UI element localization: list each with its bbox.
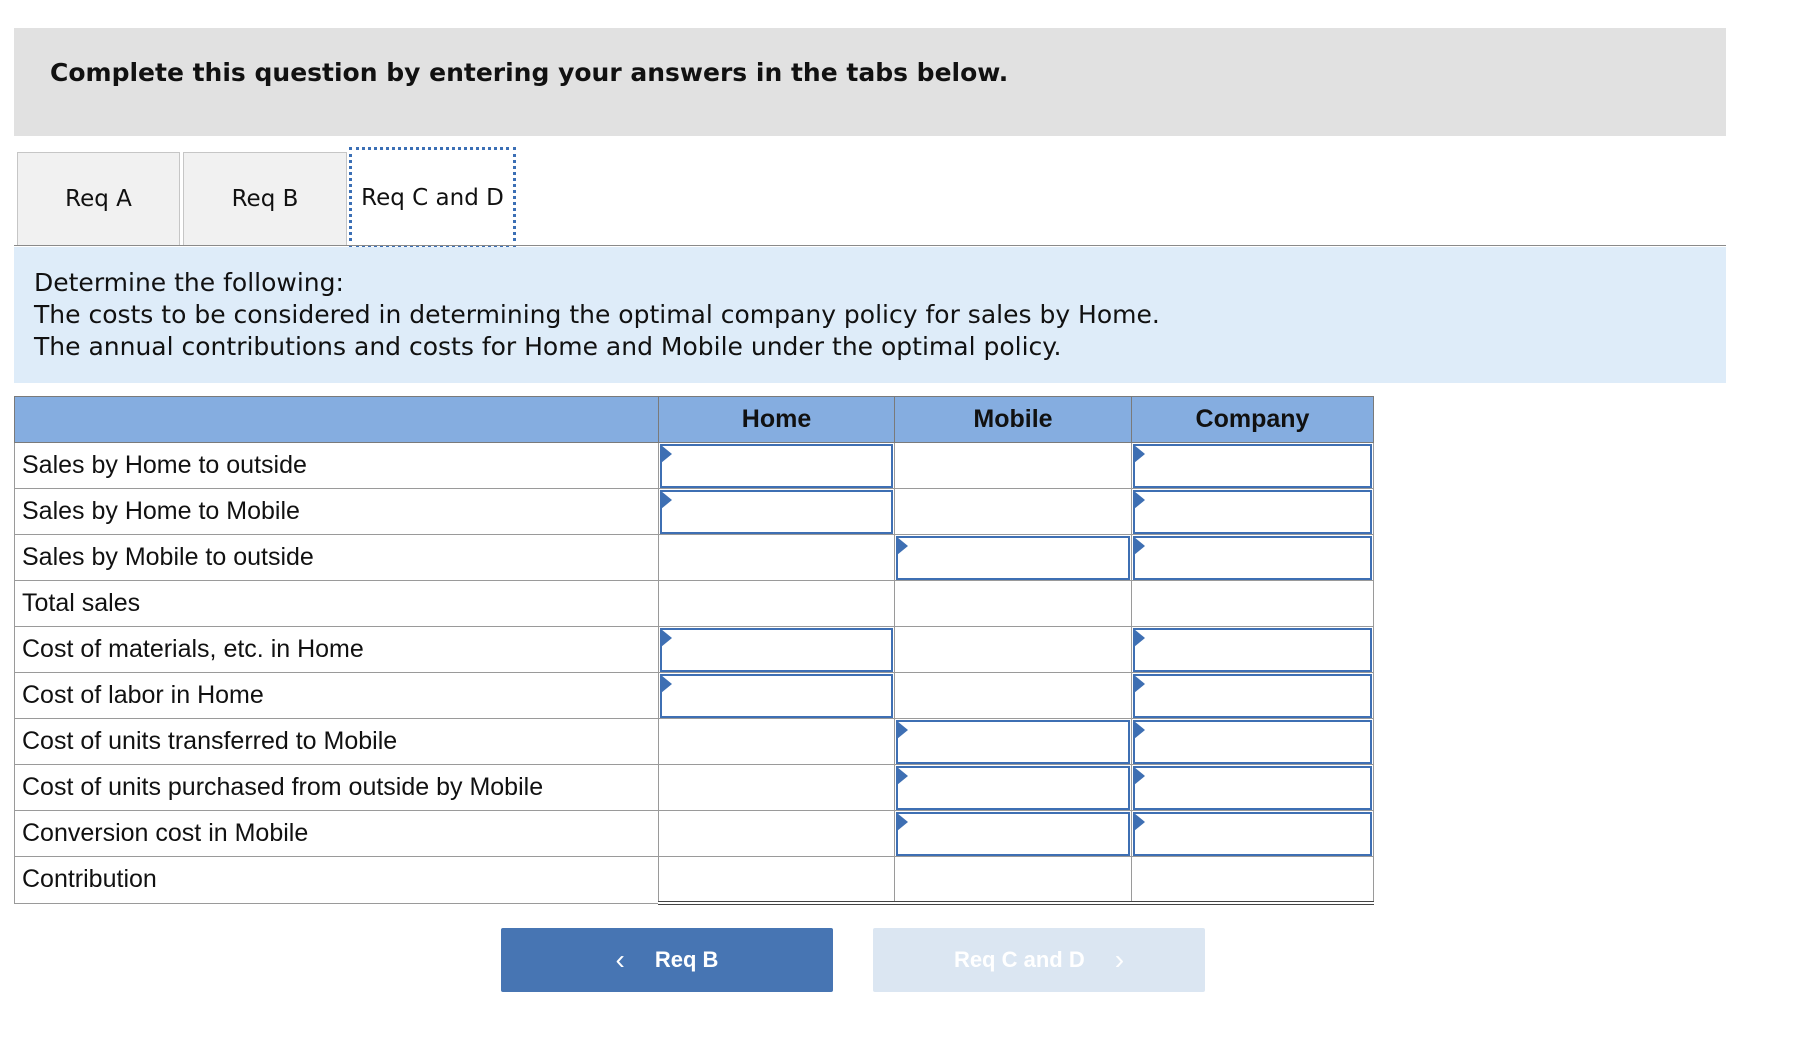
- input-marker-icon: [897, 813, 908, 831]
- prev-tab-label: Req B: [654, 947, 719, 972]
- row-label: Conversion cost in Mobile: [15, 811, 659, 857]
- table-row: [15, 857, 1374, 904]
- cell-home: [659, 627, 895, 673]
- cell-company: [1132, 719, 1374, 765]
- home-value: [659, 582, 894, 626]
- cell-home: [659, 489, 895, 535]
- banner-text: Complete this question by entering your answers in the tabs below.: [50, 58, 1009, 87]
- company-input[interactable]: [1133, 444, 1372, 488]
- next-tab-button: [873, 928, 1205, 992]
- next-tab-label: Req C and D: [953, 947, 1085, 972]
- table-row: [15, 443, 1374, 489]
- header-company: Company: [1132, 397, 1374, 443]
- input-marker-icon: [1134, 629, 1145, 647]
- company-input[interactable]: [1133, 674, 1372, 718]
- table-row: [15, 811, 1374, 857]
- row-label: Cost of units purchased from outside by Mobile: [15, 765, 659, 811]
- cell-mobile: [895, 443, 1132, 489]
- header-mobile: Mobile: [895, 397, 1132, 443]
- input-marker-icon: [1134, 767, 1145, 785]
- input-marker-icon: [1134, 813, 1145, 831]
- chevron-right-icon: ›: [1114, 944, 1125, 975]
- cell-home: [659, 811, 895, 857]
- company-input[interactable]: [1133, 628, 1372, 672]
- cell-company: [1132, 857, 1374, 904]
- input-marker-icon: [661, 491, 672, 509]
- input-marker-icon: [1134, 491, 1145, 509]
- prev-tab-button[interactable]: [501, 928, 833, 992]
- mobile-value: [895, 674, 1131, 718]
- header-home: Home: [659, 397, 895, 443]
- company-input[interactable]: [1133, 536, 1372, 580]
- cell-company: [1132, 443, 1374, 489]
- mobile-input[interactable]: [896, 766, 1130, 810]
- row-label: Sales by Mobile to outside: [15, 535, 659, 581]
- home-input[interactable]: [660, 490, 893, 534]
- cell-company: [1132, 581, 1374, 627]
- row-label: Cost of labor in Home: [15, 673, 659, 719]
- home-input[interactable]: [660, 674, 893, 718]
- input-marker-icon: [1134, 675, 1145, 693]
- mobile-input[interactable]: [896, 536, 1130, 580]
- table-header-row: [15, 397, 1374, 443]
- input-marker-icon: [897, 537, 908, 555]
- home-value: [659, 766, 894, 810]
- mobile-input[interactable]: [896, 720, 1130, 764]
- home-value: [659, 536, 894, 580]
- input-marker-icon: [897, 767, 908, 785]
- cell-mobile: [895, 673, 1132, 719]
- input-marker-icon: [661, 445, 672, 463]
- cell-mobile: [895, 627, 1132, 673]
- cell-home: [659, 857, 895, 904]
- company-input[interactable]: [1133, 720, 1372, 764]
- cell-mobile: [895, 857, 1132, 904]
- mobile-value: [895, 490, 1131, 534]
- home-input[interactable]: [660, 628, 893, 672]
- row-label: Cost of units transferred to Mobile: [15, 719, 659, 765]
- header-label-column: [15, 397, 659, 443]
- row-label: Sales by Home to Mobile: [15, 489, 659, 535]
- cell-mobile: [895, 765, 1132, 811]
- mobile-input[interactable]: [896, 812, 1130, 856]
- tab-req-c-and-d[interactable]: Req C and D: [349, 147, 516, 248]
- table-row: [15, 719, 1374, 765]
- mobile-value: [895, 444, 1131, 488]
- cell-company: [1132, 535, 1374, 581]
- company-value: [1132, 857, 1373, 901]
- cell-home: [659, 443, 895, 489]
- cell-home: [659, 719, 895, 765]
- cell-company: [1132, 627, 1374, 673]
- company-input[interactable]: [1133, 766, 1372, 810]
- company-input[interactable]: [1133, 490, 1372, 534]
- cell-mobile: [895, 535, 1132, 581]
- row-label: Total sales: [15, 581, 659, 627]
- instruction-line-2: The costs to be considered in determining the optimal company policy for sales by Home.: [34, 300, 1160, 329]
- cell-company: [1132, 673, 1374, 719]
- tab-req-b[interactable]: Req B: [183, 152, 347, 245]
- table-row: [15, 673, 1374, 719]
- input-marker-icon: [661, 629, 672, 647]
- instructions-banner: [14, 28, 1726, 136]
- row-label: Contribution: [15, 857, 659, 904]
- cell-home: [659, 673, 895, 719]
- tab-req-a[interactable]: Req A: [17, 152, 180, 245]
- table-row: [15, 627, 1374, 673]
- cell-mobile: [895, 719, 1132, 765]
- home-value: [659, 720, 894, 764]
- cell-home: [659, 535, 895, 581]
- table-body: [15, 443, 1374, 904]
- home-input[interactable]: [660, 444, 893, 488]
- input-marker-icon: [1134, 721, 1145, 739]
- mobile-value: [895, 628, 1131, 672]
- mobile-value: [895, 582, 1131, 626]
- tab-bar: [14, 150, 1726, 246]
- table-row: [15, 765, 1374, 811]
- cell-mobile: [895, 489, 1132, 535]
- cell-mobile: [895, 581, 1132, 627]
- question-instructions: [14, 247, 1726, 383]
- mobile-value: [895, 857, 1131, 901]
- tab-divider: [14, 245, 1726, 246]
- cell-home: [659, 765, 895, 811]
- cell-company: [1132, 765, 1374, 811]
- instruction-line-1: Determine the following:: [34, 268, 344, 297]
- table-row: [15, 489, 1374, 535]
- table-row: [15, 581, 1374, 627]
- chevron-left-icon: ‹: [615, 944, 625, 975]
- instruction-line-3: The annual contributions and costs for Home and Mobile under the optimal policy.: [34, 332, 1062, 361]
- input-marker-icon: [897, 721, 908, 739]
- cell-mobile: [895, 811, 1132, 857]
- company-input[interactable]: [1133, 812, 1372, 856]
- cell-company: [1132, 489, 1374, 535]
- row-label: Cost of materials, etc. in Home: [15, 627, 659, 673]
- company-value: [1132, 582, 1373, 626]
- table-row: [15, 535, 1374, 581]
- input-marker-icon: [1134, 445, 1145, 463]
- input-marker-icon: [1134, 537, 1145, 555]
- input-marker-icon: [661, 675, 672, 693]
- home-value: [659, 857, 894, 901]
- home-value: [659, 812, 894, 856]
- row-label: Sales by Home to outside: [15, 443, 659, 489]
- cell-company: [1132, 811, 1374, 857]
- answer-table: [14, 396, 1374, 905]
- cell-home: [659, 581, 895, 627]
